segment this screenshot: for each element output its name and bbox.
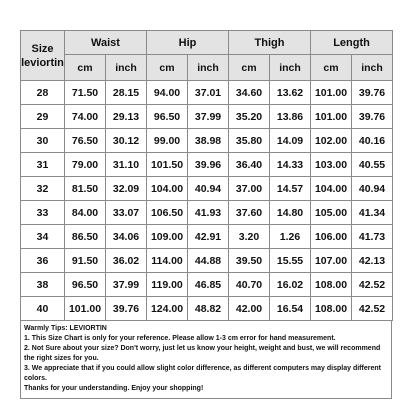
measurement-cell: 94.00	[147, 81, 188, 105]
measurement-cell: 14.80	[270, 201, 311, 225]
unit-header: cm	[311, 55, 352, 81]
measurement-cell: 71.50	[65, 81, 106, 105]
measurement-cell: 96.50	[147, 105, 188, 129]
tip-item: 3. We appreciate that if you could allow slight color difference, as different computers may display different colors.	[24, 365, 381, 382]
measurement-cell: 101.00	[311, 81, 352, 105]
size-cell: 28	[21, 81, 65, 105]
unit-header-row	[21, 55, 393, 81]
size-cell: 33	[21, 201, 65, 225]
measurement-cell: 37.00	[229, 177, 270, 201]
measurement-cell: 36.02	[106, 249, 147, 273]
table-row	[21, 273, 393, 297]
measurement-cell: 32.09	[106, 177, 147, 201]
measurement-cell: 15.55	[270, 249, 311, 273]
measurement-cell: 41.73	[352, 225, 393, 249]
measurement-cell: 16.54	[270, 297, 311, 321]
measurement-cell: 48.82	[188, 297, 229, 321]
table-row	[21, 177, 393, 201]
measurement-cell: 40.16	[352, 129, 393, 153]
measurement-cell: 103.00	[311, 153, 352, 177]
measurement-cell: 40.94	[352, 177, 393, 201]
table-row	[21, 225, 393, 249]
measurement-cell: 44.88	[188, 249, 229, 273]
unit-header: inch	[188, 55, 229, 81]
measurement-cell: 39.76	[352, 81, 393, 105]
measurement-cell: 13.86	[270, 105, 311, 129]
tip-item: 1. This Size Chart is only for your reference. Please allow 1-3 cm error for hand measurement.	[24, 335, 336, 342]
measurement-cell: 42.52	[352, 273, 393, 297]
table-row	[21, 153, 393, 177]
thigh-header: Thigh	[229, 31, 311, 55]
measurement-cell: 99.00	[147, 129, 188, 153]
measurement-cell: 34.60	[229, 81, 270, 105]
measurement-cell: 84.00	[65, 201, 106, 225]
measurement-cell: 37.01	[188, 81, 229, 105]
measurement-cell: 74.00	[65, 105, 106, 129]
measurement-cell: 37.99	[188, 105, 229, 129]
tips-title: Warmly Tips: LEVIORTIN	[24, 325, 107, 332]
tip-item: 2. Not Sure about your size? Don't worry, just let us know your height, weight and bust, we will recommend the right sizes for you.	[24, 345, 381, 362]
table-row	[21, 297, 393, 321]
measurement-cell: 124.00	[147, 297, 188, 321]
measurement-cell: 39.76	[106, 297, 147, 321]
unit-header: inch	[106, 55, 147, 81]
measurement-cell: 104.00	[311, 177, 352, 201]
size-chart	[20, 30, 392, 399]
measurement-cell: 96.50	[65, 273, 106, 297]
measurement-cell: 86.50	[65, 225, 106, 249]
measurement-cell: 42.13	[352, 249, 393, 273]
unit-header: inch	[270, 55, 311, 81]
measurement-cell: 41.93	[188, 201, 229, 225]
table-row	[21, 129, 393, 153]
measurement-cell: 39.76	[352, 105, 393, 129]
measurement-cell: 102.00	[311, 129, 352, 153]
measurement-cell: 37.99	[106, 273, 147, 297]
measurement-cell: 16.02	[270, 273, 311, 297]
measurement-cell: 14.57	[270, 177, 311, 201]
measurement-cell: 37.60	[229, 201, 270, 225]
measurement-cell: 42.00	[229, 297, 270, 321]
measurement-cell: 42.91	[188, 225, 229, 249]
measurement-cell: 104.00	[147, 177, 188, 201]
measurement-cell: 40.70	[229, 273, 270, 297]
measurement-cell: 114.00	[147, 249, 188, 273]
table-row	[21, 105, 393, 129]
measurement-cell: 1.26	[270, 225, 311, 249]
size-cell: 31	[21, 153, 65, 177]
size-cell: 32	[21, 177, 65, 201]
table-row	[21, 81, 393, 105]
size-cell: 38	[21, 273, 65, 297]
measurement-cell: 108.00	[311, 273, 352, 297]
size-table-body	[21, 81, 393, 321]
measurement-cell: 41.34	[352, 201, 393, 225]
tips-box	[20, 321, 392, 399]
measurement-cell: 30.12	[106, 129, 147, 153]
unit-header: cm	[229, 55, 270, 81]
measurement-cell: 35.20	[229, 105, 270, 129]
measurement-cell: 76.50	[65, 129, 106, 153]
measurement-cell: 31.10	[106, 153, 147, 177]
measurement-cell: 107.00	[311, 249, 352, 273]
measurement-cell: 101.00	[65, 297, 106, 321]
table-row	[21, 249, 393, 273]
waist-header: Waist	[65, 31, 147, 55]
table-row	[21, 201, 393, 225]
measurement-cell: 101.00	[311, 105, 352, 129]
size-column-header	[21, 31, 65, 81]
measurement-cell: 42.52	[352, 297, 393, 321]
measurement-cell: 35.80	[229, 129, 270, 153]
measurement-cell: 40.55	[352, 153, 393, 177]
measurement-cell: 106.50	[147, 201, 188, 225]
unit-header: inch	[352, 55, 393, 81]
group-header-row	[21, 31, 393, 55]
measurement-cell: 33.07	[106, 201, 147, 225]
measurement-cell: 101.50	[147, 153, 188, 177]
measurement-cell: 36.40	[229, 153, 270, 177]
measurement-cell: 28.15	[106, 81, 147, 105]
measurement-cell: 108.00	[311, 297, 352, 321]
measurement-cell: 13.62	[270, 81, 311, 105]
measurement-cell: 34.06	[106, 225, 147, 249]
measurement-cell: 46.85	[188, 273, 229, 297]
size-header-line-1: Size	[31, 42, 54, 55]
measurement-cell: 38.98	[188, 129, 229, 153]
measurement-cell: 40.94	[188, 177, 229, 201]
measurement-cell: 106.00	[311, 225, 352, 249]
tips-closing: Thanks for your understanding. Enjoy your shopping!	[24, 385, 204, 392]
size-cell: 36	[21, 249, 65, 273]
length-header: Length	[311, 31, 393, 55]
size-cell: 40	[21, 297, 65, 321]
size-cell: 30	[21, 129, 65, 153]
measurement-cell: 91.50	[65, 249, 106, 273]
measurement-cell: 79.00	[65, 153, 106, 177]
measurement-cell: 14.33	[270, 153, 311, 177]
size-header-line-2: leviortin	[21, 56, 64, 69]
measurement-cell: 29.13	[106, 105, 147, 129]
size-table	[20, 30, 393, 321]
hip-header: Hip	[147, 31, 229, 55]
measurement-cell: 14.09	[270, 129, 311, 153]
measurement-cell: 39.96	[188, 153, 229, 177]
measurement-cell: 109.00	[147, 225, 188, 249]
measurement-cell: 39.50	[229, 249, 270, 273]
measurement-cell: 81.50	[65, 177, 106, 201]
measurement-cell: 3.20	[229, 225, 270, 249]
unit-header: cm	[147, 55, 188, 81]
size-cell: 34	[21, 225, 65, 249]
unit-header: cm	[65, 55, 106, 81]
measurement-cell: 105.00	[311, 201, 352, 225]
size-cell: 29	[21, 105, 65, 129]
measurement-cell: 119.00	[147, 273, 188, 297]
